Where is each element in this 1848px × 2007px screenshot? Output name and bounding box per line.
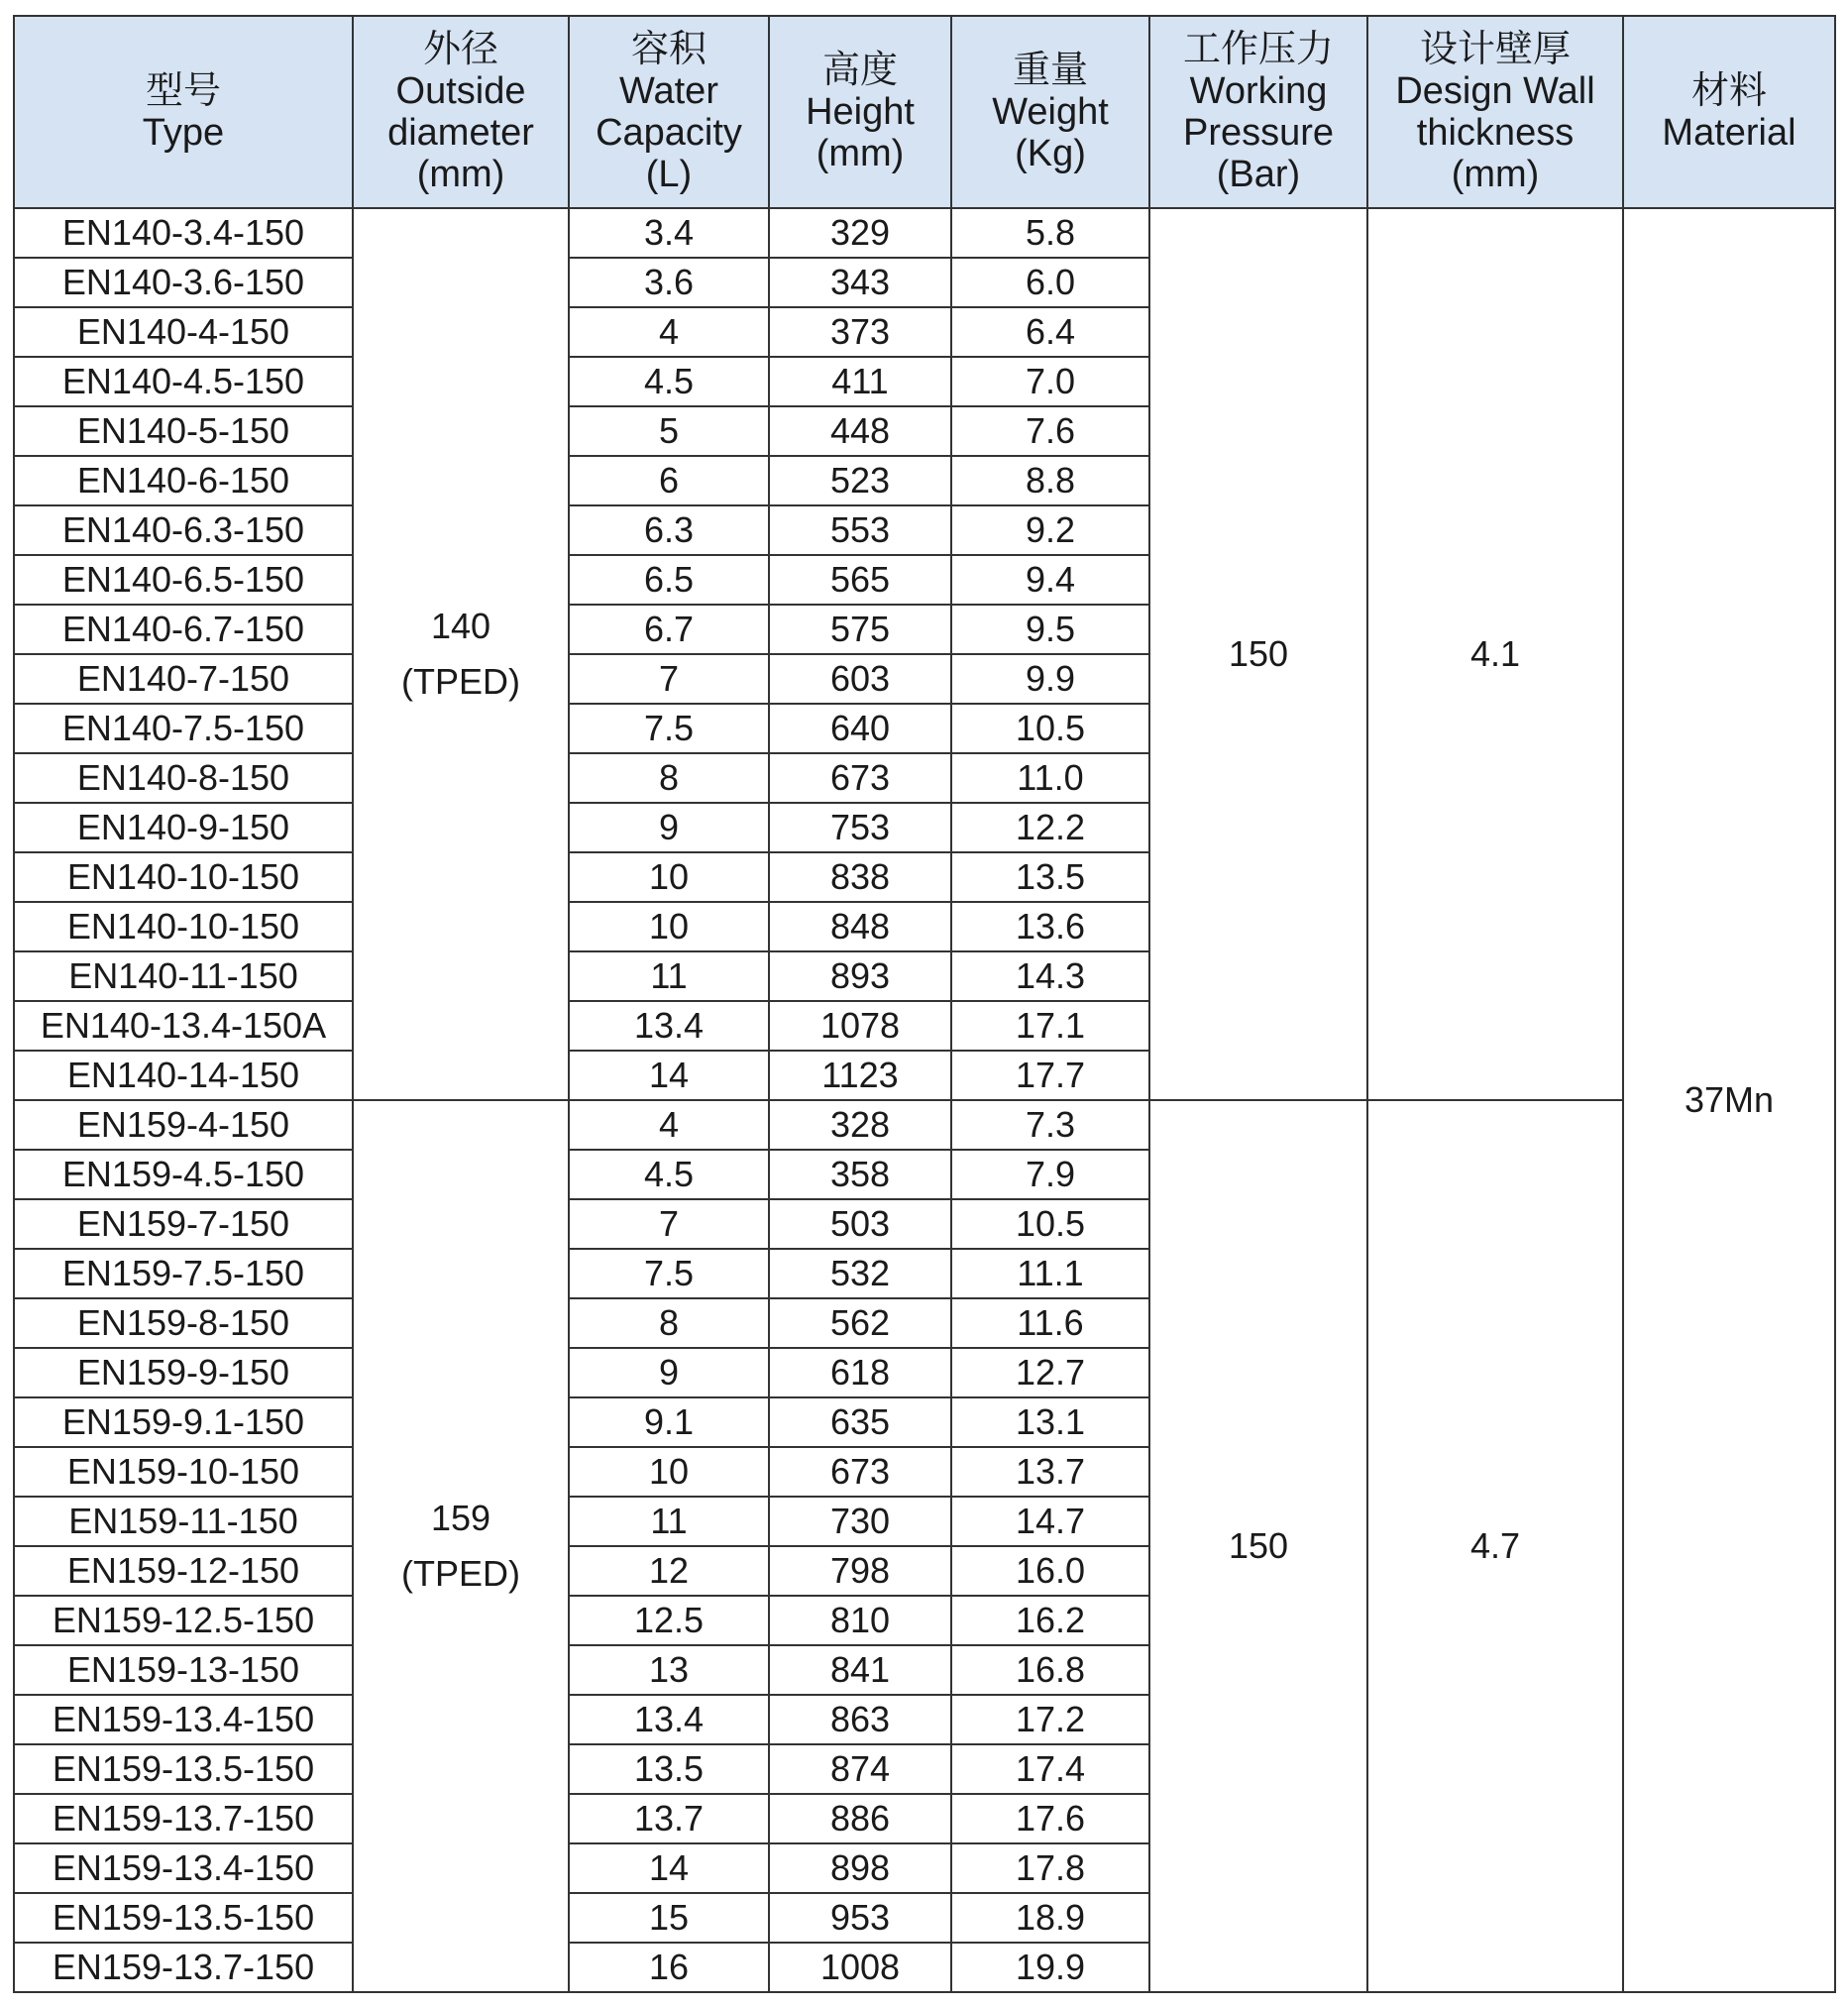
cell-type: EN140-14-150 xyxy=(14,1051,353,1100)
cell-type: EN159-4.5-150 xyxy=(14,1150,353,1199)
cell-height: 373 xyxy=(769,307,951,357)
cell-height: 553 xyxy=(769,505,951,555)
cell-type: EN159-13-150 xyxy=(14,1645,353,1695)
cell-type: EN140-11-150 xyxy=(14,951,353,1001)
header-label-en: (mm) xyxy=(815,133,905,174)
cell-height: 328 xyxy=(769,1100,951,1150)
cell-height: 503 xyxy=(769,1199,951,1249)
cell-height: 523 xyxy=(769,456,951,505)
cell-type: EN140-8-150 xyxy=(14,753,353,803)
cell-water-capacity: 12 xyxy=(569,1546,769,1596)
cell-weight: 17.4 xyxy=(951,1744,1149,1794)
table-row xyxy=(14,208,1835,258)
cell-weight: 9.9 xyxy=(951,654,1149,704)
cell-weight: 17.7 xyxy=(951,1051,1149,1100)
cell-weight: 13.6 xyxy=(951,902,1149,951)
cell-type: EN159-13.5-150 xyxy=(14,1744,353,1794)
cell-weight: 13.1 xyxy=(951,1397,1149,1447)
cell-height: 411 xyxy=(769,357,951,406)
cell-height: 565 xyxy=(769,555,951,605)
cell-height: 898 xyxy=(769,1843,951,1893)
cell-weight: 17.1 xyxy=(951,1001,1149,1051)
cell-water-capacity: 12.5 xyxy=(569,1596,769,1645)
header-label-en: (mm) xyxy=(416,154,505,195)
header-label-en: (L) xyxy=(645,154,693,195)
cell-weight: 17.8 xyxy=(951,1843,1149,1893)
cell-height: 562 xyxy=(769,1298,951,1348)
header-water-capacity xyxy=(569,16,769,208)
cell-water-capacity: 11 xyxy=(569,1497,769,1546)
cell-height: 603 xyxy=(769,654,951,704)
cell-weight: 7.9 xyxy=(951,1150,1149,1199)
header-label-en: Pressure xyxy=(1182,112,1335,154)
cell-weight: 10.5 xyxy=(951,704,1149,753)
cell-type: EN140-6.5-150 xyxy=(14,555,353,605)
cell-type: EN159-12.5-150 xyxy=(14,1596,353,1645)
cell-outside-diameter-line: 159 xyxy=(430,1498,491,1538)
cell-type: EN140-4-150 xyxy=(14,307,353,357)
cell-water-capacity: 10 xyxy=(569,902,769,951)
cell-water-capacity: 3.4 xyxy=(569,208,769,258)
header-label-en: Working xyxy=(1189,70,1328,112)
header-working-pressure xyxy=(1149,16,1367,208)
cell-height: 863 xyxy=(769,1695,951,1744)
cell-type: EN140-9-150 xyxy=(14,803,353,852)
cell-weight: 7.3 xyxy=(951,1100,1149,1150)
header-label-en: Weight xyxy=(992,91,1109,133)
cell-water-capacity: 4.5 xyxy=(569,357,769,406)
cell-height: 1078 xyxy=(769,1001,951,1051)
header-label-en: Design Wall xyxy=(1395,70,1595,112)
cell-water-capacity: 6.3 xyxy=(569,505,769,555)
cell-height: 343 xyxy=(769,258,951,307)
header-label-zh: 高度 xyxy=(821,50,898,91)
cell-weight: 14.7 xyxy=(951,1497,1149,1546)
cell-weight: 11.0 xyxy=(951,753,1149,803)
cell-height: 329 xyxy=(769,208,951,258)
cell-water-capacity: 8 xyxy=(569,1298,769,1348)
cell-design-wall-thickness-line: 4.7 xyxy=(1469,1525,1521,1566)
header-label-en: thickness xyxy=(1416,112,1575,154)
cell-working-pressure xyxy=(1149,208,1367,1100)
cell-type: EN159-13.4-150 xyxy=(14,1695,353,1744)
cell-type: EN159-13.5-150 xyxy=(14,1893,353,1943)
cell-type: EN140-7.5-150 xyxy=(14,704,353,753)
header-label-zh: 材料 xyxy=(1690,70,1767,112)
cell-working-pressure xyxy=(1149,1100,1367,1992)
cell-height: 1123 xyxy=(769,1051,951,1100)
cell-type: EN140-3.6-150 xyxy=(14,258,353,307)
header-label-en: diameter xyxy=(387,112,534,154)
cell-weight: 16.2 xyxy=(951,1596,1149,1645)
header-weight xyxy=(951,16,1149,208)
cell-weight: 6.4 xyxy=(951,307,1149,357)
header-label-zh: 容积 xyxy=(630,29,707,70)
header-design-wall-thickness xyxy=(1367,16,1623,208)
cell-type: EN159-12-150 xyxy=(14,1546,353,1596)
header-label-zh: 设计壁厚 xyxy=(1419,29,1571,70)
cell-height: 730 xyxy=(769,1497,951,1546)
table-header xyxy=(14,16,1835,208)
cell-water-capacity: 10 xyxy=(569,1447,769,1497)
table-row xyxy=(14,1100,1835,1150)
header-label-en: Capacity xyxy=(596,112,742,154)
header-material xyxy=(1623,16,1835,208)
cell-weight: 19.9 xyxy=(951,1943,1149,1992)
cell-water-capacity: 8 xyxy=(569,753,769,803)
cell-water-capacity: 10 xyxy=(569,852,769,902)
cell-height: 575 xyxy=(769,605,951,654)
cell-type: EN140-13.4-150A xyxy=(14,1001,353,1051)
cell-type: EN159-8-150 xyxy=(14,1298,353,1348)
cell-weight: 10.5 xyxy=(951,1199,1149,1249)
header-height xyxy=(769,16,951,208)
table-body xyxy=(14,208,1835,1992)
cell-type: EN140-6-150 xyxy=(14,456,353,505)
cell-water-capacity: 9 xyxy=(569,803,769,852)
cell-height: 532 xyxy=(769,1249,951,1298)
cell-water-capacity: 14 xyxy=(569,1051,769,1100)
cell-water-capacity: 7 xyxy=(569,1199,769,1249)
cell-water-capacity: 3.6 xyxy=(569,258,769,307)
header-label-zh: 型号 xyxy=(145,70,221,112)
cylinder-spec-table xyxy=(13,15,1836,1993)
cell-water-capacity: 13.7 xyxy=(569,1794,769,1843)
cell-height: 874 xyxy=(769,1744,951,1794)
cell-type: EN140-10-150 xyxy=(14,852,353,902)
cell-type: EN140-4.5-150 xyxy=(14,357,353,406)
cell-type: EN159-13.4-150 xyxy=(14,1843,353,1893)
cell-water-capacity: 7 xyxy=(569,654,769,704)
header-label-zh: 外径 xyxy=(422,29,498,70)
cell-water-capacity: 15 xyxy=(569,1893,769,1943)
cell-type: EN159-9.1-150 xyxy=(14,1397,353,1447)
cell-outside-diameter xyxy=(353,1100,569,1992)
cell-type: EN159-10-150 xyxy=(14,1447,353,1497)
cell-type: EN159-13.7-150 xyxy=(14,1794,353,1843)
cell-design-wall-thickness-line: 4.1 xyxy=(1469,633,1521,674)
cell-height: 886 xyxy=(769,1794,951,1843)
cell-weight: 17.2 xyxy=(951,1695,1149,1744)
cell-weight: 5.8 xyxy=(951,208,1149,258)
cell-height: 753 xyxy=(769,803,951,852)
header-label-en: (Bar) xyxy=(1216,154,1301,195)
header-label-en: (Kg) xyxy=(1015,133,1086,174)
cell-outside-diameter xyxy=(353,208,569,1100)
cell-height: 1008 xyxy=(769,1943,951,1992)
cell-weight: 12.7 xyxy=(951,1348,1149,1397)
cell-weight: 11.1 xyxy=(951,1249,1149,1298)
cell-water-capacity: 14 xyxy=(569,1843,769,1893)
header-label-zh: 重量 xyxy=(1012,50,1088,91)
cell-weight: 16.0 xyxy=(951,1546,1149,1596)
header-label-en: Material xyxy=(1662,112,1796,154)
cell-weight: 11.6 xyxy=(951,1298,1149,1348)
cell-weight: 7.6 xyxy=(951,406,1149,456)
cell-height: 448 xyxy=(769,406,951,456)
cell-weight: 14.3 xyxy=(951,951,1149,1001)
cell-water-capacity: 13 xyxy=(569,1645,769,1695)
cell-water-capacity: 7.5 xyxy=(569,704,769,753)
cell-type: EN140-7-150 xyxy=(14,654,353,704)
cell-water-capacity: 6.7 xyxy=(569,605,769,654)
cell-height: 618 xyxy=(769,1348,951,1397)
cell-weight: 7.0 xyxy=(951,357,1149,406)
cell-type: EN159-11-150 xyxy=(14,1497,353,1546)
header-outside-diameter xyxy=(353,16,569,208)
cell-water-capacity: 13.4 xyxy=(569,1695,769,1744)
cell-weight: 6.0 xyxy=(951,258,1149,307)
cell-weight: 9.4 xyxy=(951,555,1149,605)
cell-type: EN140-5-150 xyxy=(14,406,353,456)
cell-height: 953 xyxy=(769,1893,951,1943)
cell-height: 841 xyxy=(769,1645,951,1695)
cell-height: 358 xyxy=(769,1150,951,1199)
cell-design-wall-thickness xyxy=(1367,1100,1623,1992)
cell-water-capacity: 4 xyxy=(569,307,769,357)
cell-weight: 13.7 xyxy=(951,1447,1149,1497)
cell-working-pressure-line: 150 xyxy=(1228,1525,1289,1566)
cell-water-capacity: 6.5 xyxy=(569,555,769,605)
cell-outside-diameter-line: (TPED) xyxy=(401,1553,520,1594)
cell-type: EN140-6.7-150 xyxy=(14,605,353,654)
cell-water-capacity: 5 xyxy=(569,406,769,456)
cell-water-capacity: 7.5 xyxy=(569,1249,769,1298)
cell-height: 635 xyxy=(769,1397,951,1447)
cell-height: 893 xyxy=(769,951,951,1001)
cell-type: EN159-9-150 xyxy=(14,1348,353,1397)
cell-type: EN159-13.7-150 xyxy=(14,1943,353,1992)
header-type xyxy=(14,16,353,208)
cell-material-line: 37Mn xyxy=(1684,1079,1775,1120)
cell-height: 810 xyxy=(769,1596,951,1645)
cell-water-capacity: 13.4 xyxy=(569,1001,769,1051)
cell-type: EN159-7-150 xyxy=(14,1199,353,1249)
cell-water-capacity: 13.5 xyxy=(569,1744,769,1794)
cell-weight: 9.5 xyxy=(951,605,1149,654)
cell-weight: 13.5 xyxy=(951,852,1149,902)
cell-height: 673 xyxy=(769,1447,951,1497)
cell-water-capacity: 9 xyxy=(569,1348,769,1397)
cell-weight: 17.6 xyxy=(951,1794,1149,1843)
cell-water-capacity: 16 xyxy=(569,1943,769,1992)
header-label-zh: 工作压力 xyxy=(1182,29,1334,70)
cell-working-pressure-line: 150 xyxy=(1228,633,1289,674)
cell-weight: 18.9 xyxy=(951,1893,1149,1943)
cell-water-capacity: 4.5 xyxy=(569,1150,769,1199)
cell-weight: 16.8 xyxy=(951,1645,1149,1695)
cell-height: 673 xyxy=(769,753,951,803)
cell-weight: 9.2 xyxy=(951,505,1149,555)
cell-water-capacity: 6 xyxy=(569,456,769,505)
cell-type: EN159-7.5-150 xyxy=(14,1249,353,1298)
cell-height: 848 xyxy=(769,902,951,951)
cell-type: EN140-6.3-150 xyxy=(14,505,353,555)
cell-height: 640 xyxy=(769,704,951,753)
cell-water-capacity: 4 xyxy=(569,1100,769,1150)
cell-type: EN159-4-150 xyxy=(14,1100,353,1150)
header-label-en: (mm) xyxy=(1451,154,1540,195)
header-label-en: Outside xyxy=(395,70,526,112)
cell-type: EN140-10-150 xyxy=(14,902,353,951)
cell-type: EN140-3.4-150 xyxy=(14,208,353,258)
cell-height: 798 xyxy=(769,1546,951,1596)
cell-outside-diameter-line: (TPED) xyxy=(401,661,520,702)
header-label-en: Height xyxy=(806,91,915,133)
cell-material xyxy=(1623,208,1835,1992)
header-label-en: Type xyxy=(142,112,225,154)
cell-water-capacity: 11 xyxy=(569,951,769,1001)
cell-weight: 8.8 xyxy=(951,456,1149,505)
cell-outside-diameter-line: 140 xyxy=(430,606,491,646)
cell-design-wall-thickness xyxy=(1367,208,1623,1100)
header-label-en: Water xyxy=(619,70,718,112)
cell-weight: 12.2 xyxy=(951,803,1149,852)
cell-water-capacity: 9.1 xyxy=(569,1397,769,1447)
header-row xyxy=(14,16,1835,208)
cell-height: 838 xyxy=(769,852,951,902)
